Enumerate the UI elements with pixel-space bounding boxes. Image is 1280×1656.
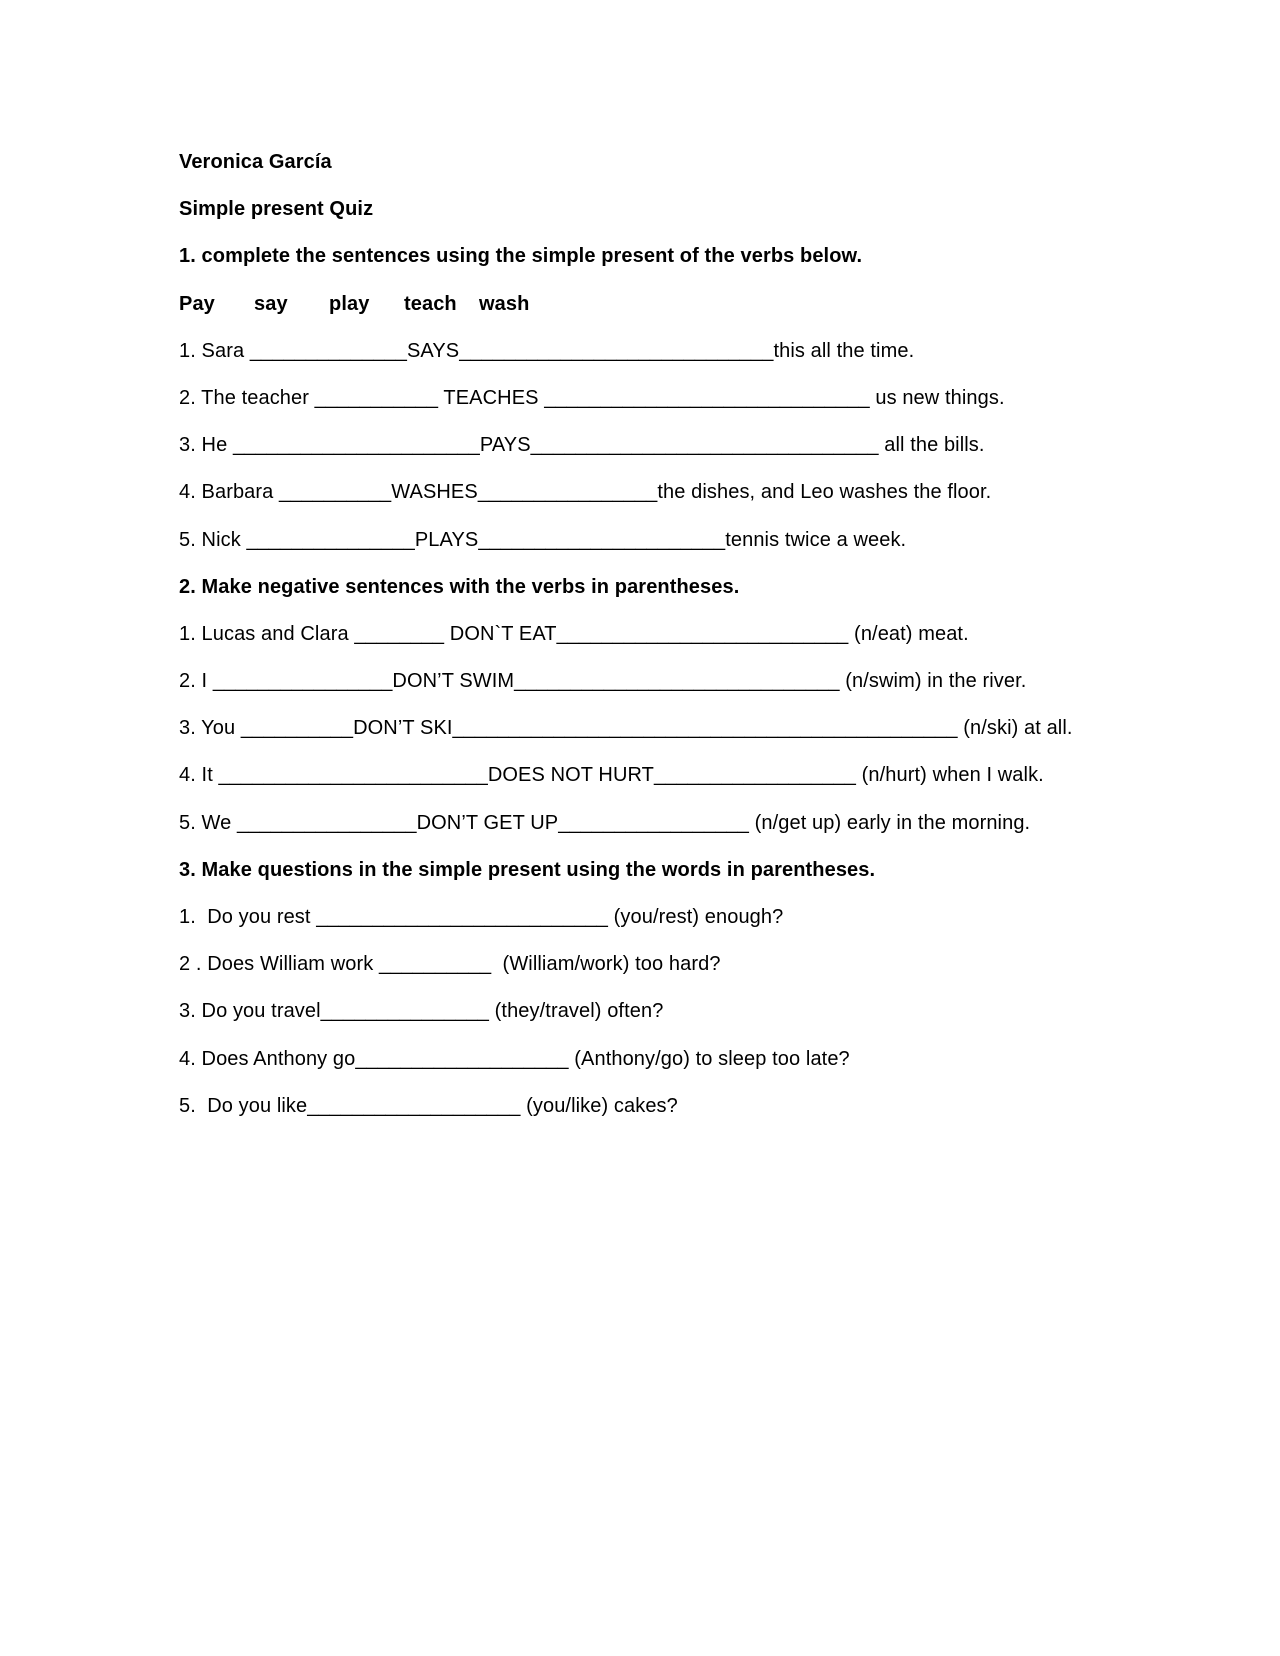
verb-teach: teach xyxy=(404,292,457,315)
section-3-item-2: 2 . Does William work __________ (William/work) too hard? xyxy=(179,953,721,976)
verb-list xyxy=(179,284,1179,331)
section-3-instruction: 3. Make questions in the simple present using the words in parentheses. xyxy=(179,858,876,881)
section-1-instruction: 1. complete the sentences using the simple present of the verbs below. xyxy=(179,245,863,268)
section-2-item-2: 2. I ________________DON’T SWIM_____________________________ (n/swim) in the river. xyxy=(179,670,1027,693)
section-3-item-1: 1. Do you rest __________________________ (you/rest) enough? xyxy=(179,906,784,928)
quiz-title: Simple present Quiz xyxy=(179,198,374,221)
section-1-item-1: 1. Sara ______________SAYS____________________________this all the time. xyxy=(179,339,915,362)
verb-say: say xyxy=(254,292,288,315)
verb-wash: wash xyxy=(479,292,530,315)
section-3-item-3: 3. Do you travel_______________ (they/travel) often? xyxy=(179,1000,664,1023)
section-1-item-3: 3. He ______________________PAYS_______________________________ all the bills. xyxy=(179,434,985,457)
verb-pay: Pay xyxy=(179,292,215,315)
section-2-instruction: 2. Make negative sentences with the verbs in parentheses. xyxy=(179,575,740,598)
section-2-item-5: 5. We ________________DON’T GET UP_________________ (n/get up) early in the morning. xyxy=(179,811,1031,834)
section-1-item-5: 5. Nick _______________PLAYS______________________tennis twice a week. xyxy=(179,528,907,551)
section-2-item-4: 4. It ________________________DOES NOT HURT__________________ (n/hurt) when I walk. xyxy=(179,764,1044,787)
section-2-item-3: 3. You __________DON’T SKI_____________________________________________ (n/ski) at all. xyxy=(179,717,1073,740)
student-name: Veronica García xyxy=(179,151,332,173)
section-1-item-2: 2. The teacher ___________ TEACHES _____________________________ us new things. xyxy=(179,386,1005,409)
section-2-item-1: 1. Lucas and Clara ________ DON`T EAT__________________________ (n/eat) meat. xyxy=(179,622,969,645)
document-body xyxy=(179,142,1179,1133)
section-3-item-4: 4. Does Anthony go___________________ (Anthony/go) to sleep too late? xyxy=(179,1047,850,1070)
verb-play: play xyxy=(329,292,370,315)
section-3-item-5: 5. Do you like___________________ (you/like) cakes? xyxy=(179,1094,678,1117)
section-1-item-4: 4. Barbara __________WASHES________________the dishes, and Leo washes the floor. xyxy=(179,481,992,504)
